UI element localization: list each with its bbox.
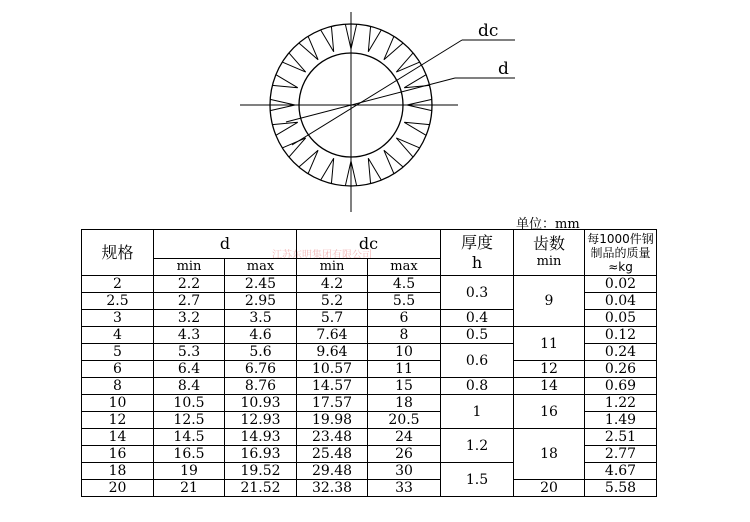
cell-dc-min: 32.38 bbox=[297, 480, 368, 497]
cell-mass: 0.24 bbox=[585, 344, 657, 361]
cell-spec: 3 bbox=[82, 310, 154, 327]
header-d: d bbox=[154, 230, 297, 259]
cell-d-max: 21.52 bbox=[225, 480, 297, 497]
cell-dc-min: 7.64 bbox=[297, 327, 368, 344]
cell-dc-min: 10.57 bbox=[297, 361, 368, 378]
dc-label: dc bbox=[478, 21, 499, 41]
cell-d-min: 14.5 bbox=[154, 429, 225, 446]
cell-thickness: 1 bbox=[441, 395, 514, 429]
cell-d-min: 19 bbox=[154, 463, 225, 480]
cell-mass: 0.12 bbox=[585, 327, 657, 344]
washer-tooth bbox=[299, 150, 318, 173]
washer-tooth bbox=[384, 150, 403, 173]
cell-mass: 0.05 bbox=[585, 310, 657, 327]
header-dc: dc bbox=[297, 230, 441, 259]
cell-dc-min: 5.2 bbox=[297, 293, 368, 310]
spec-table bbox=[81, 229, 657, 497]
washer-drawing bbox=[0, 0, 750, 225]
cell-d-max: 14.93 bbox=[225, 429, 297, 446]
cell-dc-max: 11 bbox=[368, 361, 441, 378]
cell-mass: 2.51 bbox=[585, 429, 657, 446]
cell-d-min: 2.2 bbox=[154, 276, 225, 293]
cell-d-min: 5.3 bbox=[154, 344, 225, 361]
table-row bbox=[82, 480, 657, 497]
washer-tooth bbox=[396, 53, 419, 72]
table-row bbox=[82, 395, 657, 412]
cell-d-max: 2.45 bbox=[225, 276, 297, 293]
cell-spec: 10 bbox=[82, 395, 154, 412]
cell-mass: 1.49 bbox=[585, 412, 657, 429]
cell-spec: 18 bbox=[82, 463, 154, 480]
cell-dc-min: 5.7 bbox=[297, 310, 368, 327]
header-dc-max: max bbox=[368, 259, 441, 276]
cell-d-max: 19.52 bbox=[225, 463, 297, 480]
cell-spec: 2.5 bbox=[82, 293, 154, 310]
cell-dc-min: 19.98 bbox=[297, 412, 368, 429]
cell-d-max: 16.93 bbox=[225, 446, 297, 463]
cell-teeth: 11 bbox=[514, 327, 585, 361]
cell-d-max: 4.6 bbox=[225, 327, 297, 344]
washer-tooth bbox=[299, 36, 318, 59]
cell-spec: 2 bbox=[82, 276, 154, 293]
cell-mass: 2.77 bbox=[585, 446, 657, 463]
dc-leader-line bbox=[292, 40, 462, 145]
cell-thickness: 0.3 bbox=[441, 276, 514, 310]
washer-tooth bbox=[282, 138, 305, 157]
cell-d-min: 2.7 bbox=[154, 293, 225, 310]
cell-dc-max: 33 bbox=[368, 480, 441, 497]
cell-spec: 6 bbox=[82, 361, 154, 378]
washer-tooth bbox=[384, 36, 403, 59]
cell-d-min: 16.5 bbox=[154, 446, 225, 463]
cell-dc-max: 5.5 bbox=[368, 293, 441, 310]
cell-d-min: 8.4 bbox=[154, 378, 225, 395]
cell-dc-min: 29.48 bbox=[297, 463, 368, 480]
cell-dc-max: 30 bbox=[368, 463, 441, 480]
header-teeth-label: 齿数 bbox=[532, 233, 565, 253]
cell-teeth: 12 bbox=[514, 361, 585, 378]
cell-mass: 0.02 bbox=[585, 276, 657, 293]
cell-dc-min: 4.2 bbox=[297, 276, 368, 293]
cell-spec: 4 bbox=[82, 327, 154, 344]
cell-mass: 0.04 bbox=[585, 293, 657, 310]
cell-spec: 20 bbox=[82, 480, 154, 497]
washer-tooth bbox=[396, 138, 419, 157]
cell-dc-min: 17.57 bbox=[297, 395, 368, 412]
cell-d-min: 10.5 bbox=[154, 395, 225, 412]
cell-dc-max: 15 bbox=[368, 378, 441, 395]
cell-teeth: 18 bbox=[514, 429, 585, 480]
cell-thickness: 1.5 bbox=[441, 463, 514, 497]
washer-tooth bbox=[321, 158, 334, 183]
cell-spec: 5 bbox=[82, 344, 154, 361]
header-teeth bbox=[514, 230, 585, 276]
cell-dc-max: 10 bbox=[368, 344, 441, 361]
cell-spec: 12 bbox=[82, 412, 154, 429]
washer-tooth bbox=[368, 158, 381, 183]
cell-d-max: 6.76 bbox=[225, 361, 297, 378]
header-mass-line3: ≈kg bbox=[608, 259, 633, 274]
cell-teeth: 20 bbox=[514, 480, 585, 497]
cell-dc-max: 26 bbox=[368, 446, 441, 463]
cell-d-max: 8.76 bbox=[225, 378, 297, 395]
d-label: d bbox=[498, 59, 509, 79]
cell-mass: 0.69 bbox=[585, 378, 657, 395]
cell-d-max: 3.5 bbox=[225, 310, 297, 327]
washer-tooth bbox=[272, 75, 297, 88]
cell-dc-max: 24 bbox=[368, 429, 441, 446]
cell-teeth: 9 bbox=[514, 276, 585, 327]
cell-d-min: 6.4 bbox=[154, 361, 225, 378]
cell-mass: 5.58 bbox=[585, 480, 657, 497]
table-row bbox=[82, 276, 657, 293]
cell-teeth: 14 bbox=[514, 378, 585, 395]
cell-dc-max: 6 bbox=[368, 310, 441, 327]
cell-spec: 8 bbox=[82, 378, 154, 395]
header-mass bbox=[585, 230, 657, 276]
washer-tooth bbox=[282, 53, 305, 72]
cell-d-max: 2.95 bbox=[225, 293, 297, 310]
cell-dc-max: 18 bbox=[368, 395, 441, 412]
table-row bbox=[82, 361, 657, 378]
cell-dc-max: 4.5 bbox=[368, 276, 441, 293]
cell-spec: 14 bbox=[82, 429, 154, 446]
washer-tooth bbox=[272, 122, 297, 135]
cell-dc-min: 9.64 bbox=[297, 344, 368, 361]
cell-mass: 0.26 bbox=[585, 361, 657, 378]
header-teeth-min: min bbox=[536, 253, 562, 269]
table-row bbox=[82, 429, 657, 446]
watermark: 江苏东明集团有限公司 bbox=[272, 250, 372, 261]
washer-tooth bbox=[368, 26, 381, 51]
cell-d-max: 12.93 bbox=[225, 412, 297, 429]
cell-d-min: 3.2 bbox=[154, 310, 225, 327]
washer-tooth bbox=[404, 122, 429, 135]
unit-label: 单位：mm bbox=[516, 217, 580, 232]
header-spec: 规格 bbox=[82, 230, 154, 276]
header-d-max: max bbox=[225, 259, 297, 276]
cell-mass: 1.22 bbox=[585, 395, 657, 412]
cell-dc-min: 25.48 bbox=[297, 446, 368, 463]
cell-thickness: 0.6 bbox=[441, 344, 514, 378]
cell-d-max: 5.6 bbox=[225, 344, 297, 361]
washer-tooth bbox=[321, 26, 334, 51]
header-dc-min: min bbox=[297, 259, 368, 276]
cell-mass: 4.67 bbox=[585, 463, 657, 480]
cell-spec: 16 bbox=[82, 446, 154, 463]
cell-thickness: 1.2 bbox=[441, 429, 514, 463]
header-thickness-symbol: h bbox=[471, 252, 483, 272]
cell-dc-min: 14.57 bbox=[297, 378, 368, 395]
table-row bbox=[82, 378, 657, 395]
header-thickness-label: 厚度 bbox=[460, 232, 493, 252]
cell-thickness: 0.5 bbox=[441, 327, 514, 344]
cell-d-min: 21 bbox=[154, 480, 225, 497]
cell-thickness: 0.8 bbox=[441, 378, 514, 395]
cell-teeth: 16 bbox=[514, 395, 585, 429]
cell-d-min: 12.5 bbox=[154, 412, 225, 429]
cell-dc-max: 8 bbox=[368, 327, 441, 344]
cell-dc-min: 23.48 bbox=[297, 429, 368, 446]
table-row bbox=[82, 327, 657, 344]
header-mass-line1: 每1000件钢 bbox=[587, 231, 654, 246]
cell-dc-max: 20.5 bbox=[368, 412, 441, 429]
cell-thickness: 0.4 bbox=[441, 310, 514, 327]
cell-d-max: 10.93 bbox=[225, 395, 297, 412]
header-d-min: min bbox=[154, 259, 225, 276]
header-thickness bbox=[441, 230, 514, 276]
cell-d-min: 4.3 bbox=[154, 327, 225, 344]
header-mass-line2: 制品的质量 bbox=[590, 245, 651, 260]
